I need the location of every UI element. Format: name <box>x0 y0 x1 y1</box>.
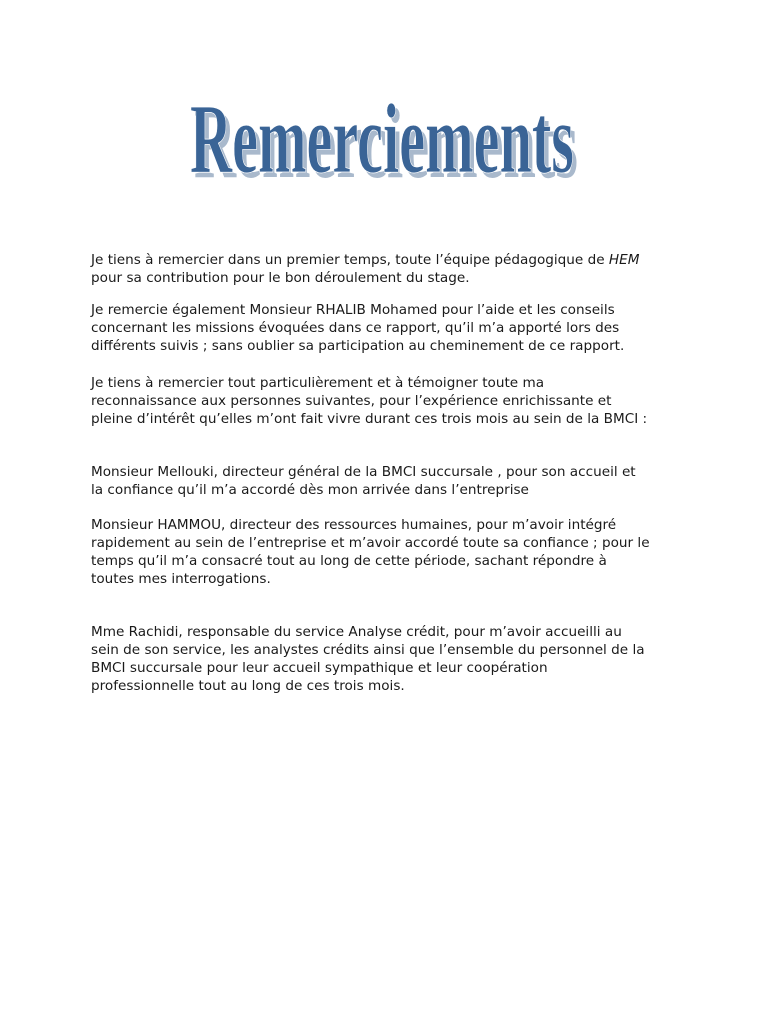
hem-emphasis: HEM <box>608 252 640 268</box>
title-shadow: Remerciements <box>194 88 578 199</box>
paragraph-intro-people: Je tiens à remercier tout particulièrement et à témoigner toute ma reconnaissance aux personnes suivantes, pour l’expérience enrichissante et pleine d’intérêt qu’elles m’ont fait vivre durant ces trois mois au sein de la BMCI : <box>91 375 648 427</box>
paragraph-1-text: Je tiens à remercier dans un premier temps, toute l’équipe pédagogique de <box>91 252 609 268</box>
paragraph-rachidi: Mme Rachidi, responsable du service Analyse crédit, pour m’avoir accueilli au sein de son service, les analystes crédits ainsi que l’ensemble du personnel de la BMCI succursale pour leur accueil sympathique et leur coopération professionnelle tout au long de ces trois mois. <box>91 624 645 694</box>
title-wordart <box>170 66 600 206</box>
paragraph-1-text-end: pour sa contribution pour le bon déroulement du stage. <box>91 270 470 286</box>
paragraph-hem-thanks <box>91 251 691 287</box>
paragraph-hammou: Monsieur HAMMOU, directeur des ressources humaines, pour m’avoir intégré rapidement au sein de l’entreprise et m’avoir accordé toute sa confiance ; pour le temps qu’il m’a consacré tout au long de cette période, sachant répondre à toutes mes interrogations. <box>91 517 650 587</box>
paragraph-rhalib-thanks: Je remercie également Monsieur RHALIB Mohamed pour l’aide et les conseils concernant les missions évoquées dans ce rapport, qu’il m’a apporté lors des différents suivis ; sans oublier sa participation au cheminement de ce rapport. <box>91 302 625 354</box>
paragraph-mellouki: Monsieur Mellouki, directeur général de la BMCI succursale , pour son accueil et la confiance qu’il m’a accordé dès mon arrivée dans l’entreprise <box>91 464 636 498</box>
page-title <box>170 66 600 206</box>
document-body <box>91 251 691 695</box>
title-main: Remerciements <box>190 83 575 194</box>
